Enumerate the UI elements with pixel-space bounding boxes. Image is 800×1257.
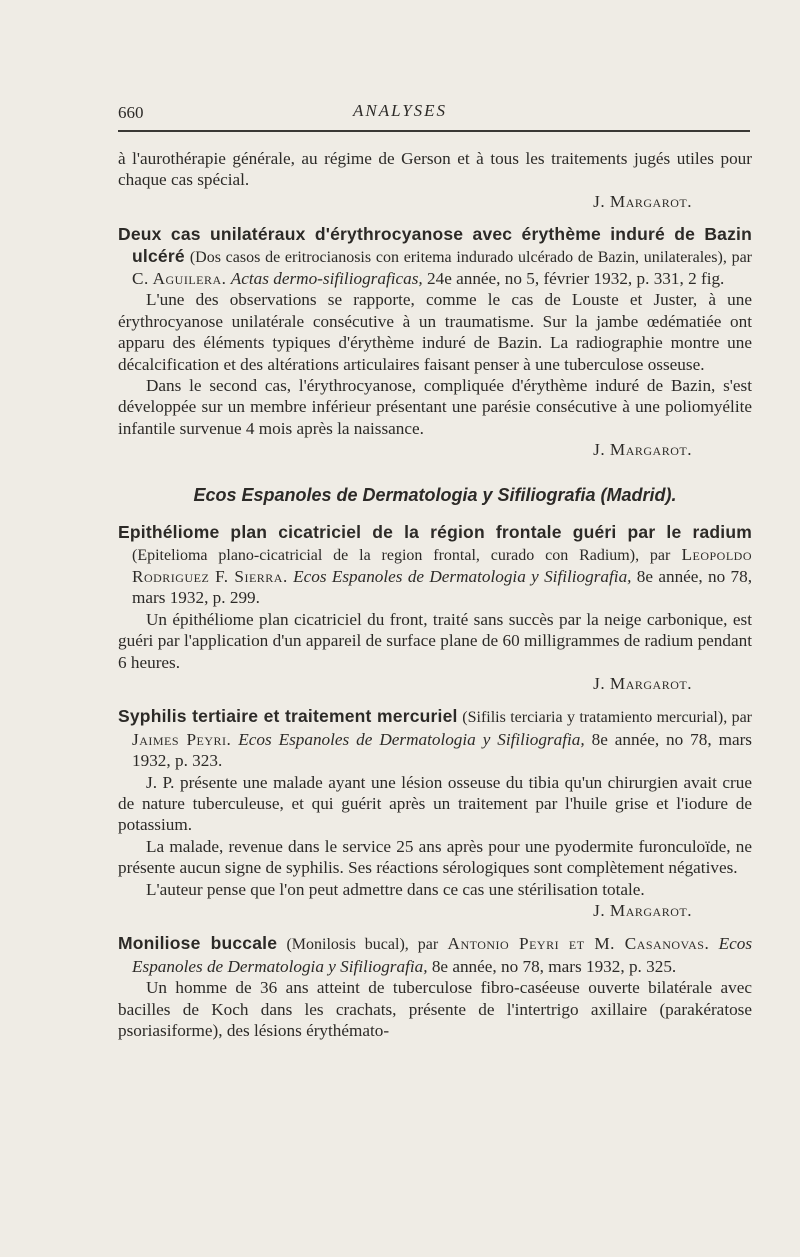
article-header: [118, 706, 752, 771]
article-ref: 8e année, no 78, mars 1932, p. 325.: [431, 956, 677, 976]
article-header: [118, 224, 752, 289]
header-rule: [118, 130, 750, 132]
article-subtitle: (Monilosis bucal), par: [286, 936, 439, 954]
article-ref: 24e année, no 5, février 1932, p. 331, 2 fig.: [427, 269, 725, 289]
article-title: Syphilis tertiaire et traitement mercuriel: [118, 706, 458, 727]
paragraph: Un épithéliome plan cicatriciel du front, traité sans succès par la neige carbonique, est guéri par l'application d'un appareil de surface plane de 60 milligrammes de radium pendant 6 heures.: [118, 609, 752, 672]
article-title: Moniliose buccale: [118, 933, 278, 954]
section-title: Ecos Espanoles de Dermatologia y Sifiliografia (Madrid).: [193, 484, 677, 505]
intro-text: à l'aurothérapie générale, au régime de Gerson et à tous les traitements jugés utiles pour chaque cas spécial.: [118, 149, 752, 190]
article-subtitle: (Epitelioma plano-cicatricial de la region frontal, curado con Radium), par: [132, 546, 671, 564]
running-title: ANALYSES: [352, 101, 448, 120]
article-title: Deux cas unilatéraux d'érythrocyanose avec érythème induré de Bazin ulcéré: [118, 224, 752, 266]
paragraph: L'auteur pense que l'on peut admettre dans ce cas une stérilisation totale.: [146, 879, 645, 899]
paragraph: La malade, revenue dans le service 25 ans après pour une pyodermite furonculoïde, ne présente aucun signe de syphilis. Ses réactions sérologiques sont complètement négatives.: [118, 836, 752, 878]
page-number: 660: [118, 103, 144, 122]
article-subtitle: (Sifilis terciaria y tratamiento mercurial), par: [462, 709, 752, 727]
article-ref: 8e année, no 78, mars 1932, p. 299.: [132, 566, 753, 608]
article-header: [118, 522, 752, 609]
signature: J. Margarot.: [593, 673, 692, 693]
article-author: Leopoldo Rodriguez F. Sierra.: [132, 544, 753, 586]
article-journal: Ecos Espanoles de Dermatologia y Sifiliografia,: [238, 729, 585, 749]
paragraph: Dans le second cas, l'érythrocyanose, compliquée d'érythème induré de Bazin, s'est développée sur un membre inférieur présentant une parésie consécutive à une poliomyélite infantile survenue 4 mois après la naissance.: [118, 376, 752, 438]
article-author: Jaimes Peyri.: [132, 729, 232, 749]
article-header: [118, 933, 752, 977]
article-journal: Ecos Espanoles de Dermatologia y Sifiliografia,: [132, 934, 753, 976]
article-subtitle: (Dos casos de eritrocianosis con eritema indurado ulcérado de Bazin, unilaterales), par: [189, 248, 752, 266]
paragraph: J. P. présente une malade ayant une lésion osseuse du tibia qu'un chirurgien avait crue de nature tuberculeuse, et qui guérit après un traitement par l'huile grise et l'iodure de potassium.: [118, 772, 752, 835]
paragraph: Un homme de 36 ans atteint de tuberculose fibro-caséeuse ouverte bilatérale avec bacilles de Koch dans les crachats, présente de l'intertrigo axillaire (parakératose psoriasiforme), des lésions érythémato-: [118, 978, 752, 1041]
article-author: Antonio Peyri et M. Casanovas.: [447, 934, 710, 954]
article-title: Epithéliome plan cicatriciel de la région frontale guéri par le radium: [118, 522, 752, 543]
article-journal: Actas dermo-sifiliograficas,: [230, 269, 423, 289]
article-journal: Ecos Espanoles de Dermatologia y Sifiliografia,: [293, 566, 632, 586]
signature: J. Margarot.: [593, 901, 692, 920]
article-ref: 8e année, no 78, mars 1932, p. 323.: [132, 729, 752, 771]
paragraph: L'une des observations se rapporte, comme le cas de Louste et Juster, à une érythrocyanose unilatérale consécutive à un traumatisme. Sur la jambe œdématiée ont apparu des éléments typiques d'érythème induré de Bazin. La radiographie montre une décalcification et des altérations articulaires faisant penser à une tuberculose osseuse.: [118, 290, 752, 374]
signature: J. Margarot.: [593, 440, 692, 460]
page-body: [118, 148, 752, 1041]
signature: J. Margarot.: [593, 191, 692, 211]
article-author: C. Aguilera.: [132, 269, 227, 289]
